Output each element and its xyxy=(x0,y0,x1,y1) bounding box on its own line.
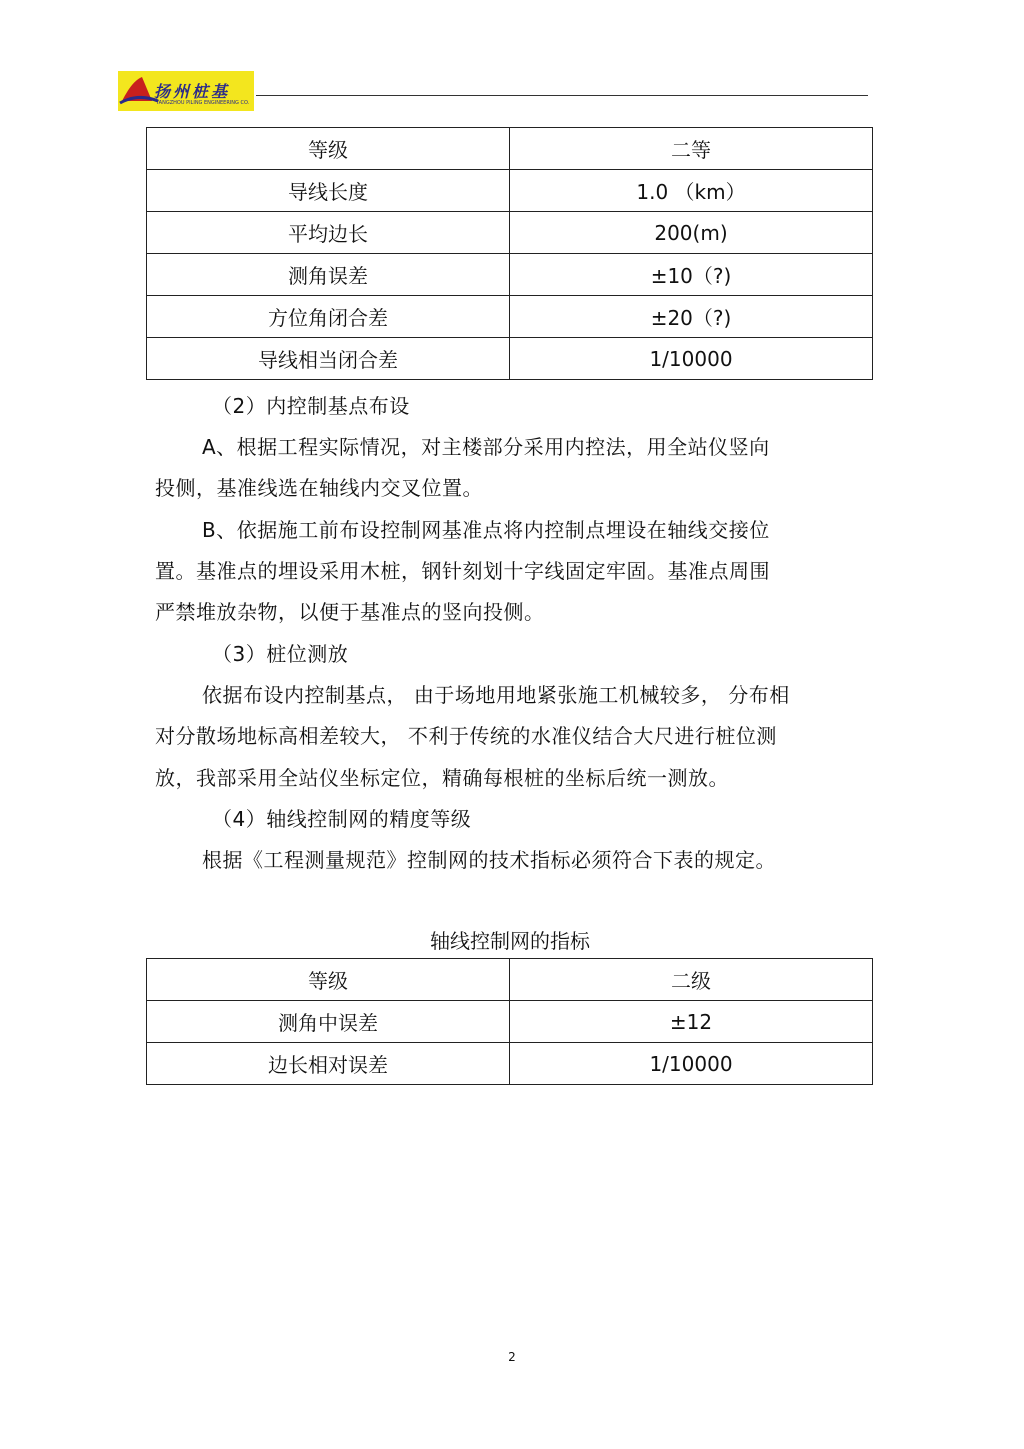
table-cell: 导线相当闭合差 xyxy=(147,338,510,380)
table-row xyxy=(147,296,873,338)
table-row xyxy=(147,170,873,212)
table-cell: ±10（?) xyxy=(510,254,873,296)
table-row xyxy=(147,1043,873,1085)
traverse-spec-table xyxy=(146,127,873,380)
section-heading: （4）轴线控制网的精度等级 xyxy=(212,807,472,831)
paragraph-line: B、依据施工前布设控制网基准点将内控制点埋设在轴线交接位 xyxy=(202,518,770,542)
paragraph-line: A、根据工程实际情况，对主楼部分采用内控法，用全站仪竖向 xyxy=(202,435,770,459)
company-logo xyxy=(118,71,254,111)
table-caption: 轴线控制网的指标 xyxy=(430,929,590,953)
page-number: 2 xyxy=(508,1350,516,1364)
table-cell: 1.0 （km） xyxy=(510,170,873,212)
table-cell: 方位角闭合差 xyxy=(147,296,510,338)
logo-text: 扬州桩基 xyxy=(154,82,231,101)
paragraph-line: 对分散场地标高相差较大， 不利于传统的水准仪结合大尺进行桩位测 xyxy=(155,724,777,748)
table-cell: ±20（?) xyxy=(510,296,873,338)
table-cell: ±12 xyxy=(510,1001,873,1043)
section-heading: （2）内控制基点布设 xyxy=(212,394,410,418)
table-cell: 测角中误差 xyxy=(147,1001,510,1043)
paragraph-line: 根据《工程测量规范》控制网的技术指标必须符合下表的规定。 xyxy=(202,848,776,872)
table-cell: 导线长度 xyxy=(147,170,510,212)
table-row xyxy=(147,338,873,380)
table-cell: 等级 xyxy=(147,959,510,1001)
section-heading: （3）桩位测放 xyxy=(212,642,349,666)
table-row xyxy=(147,959,873,1001)
table-cell: 边长相对误差 xyxy=(147,1043,510,1085)
logo-subtext: YANGZHOU PILING ENGINEERING CO. xyxy=(156,100,250,106)
paragraph-line: 投侧，基准线选在轴线内交叉位置。 xyxy=(155,476,483,500)
table-cell: 200(m) xyxy=(510,212,873,254)
table-cell: 1/10000 xyxy=(510,1043,873,1085)
paragraph-line: 放，我部采用全站仪坐标定位，精确每根桩的坐标后统一测放。 xyxy=(155,766,729,790)
table-cell: 平均边长 xyxy=(147,212,510,254)
table-row xyxy=(147,128,873,170)
table-cell: 测角误差 xyxy=(147,254,510,296)
axis-control-table xyxy=(146,958,873,1085)
header-rule xyxy=(256,95,868,96)
table-cell: 等级 xyxy=(147,128,510,170)
paragraph-line: 置。基准点的埋设采用木桩，钢针刻划十字线固定牢固。基准点周围 xyxy=(155,559,770,583)
table-cell: 1/10000 xyxy=(510,338,873,380)
table-cell: 二级 xyxy=(510,959,873,1001)
paragraph-line: 依据布设内控制基点， 由于场地用地紧张施工机械较多， 分布相 xyxy=(202,683,790,707)
paragraph-line: 严禁堆放杂物，以便于基准点的竖向投侧。 xyxy=(155,600,545,624)
table-row xyxy=(147,212,873,254)
table-cell: 二等 xyxy=(510,128,873,170)
table-row xyxy=(147,254,873,296)
table-row xyxy=(147,1001,873,1043)
